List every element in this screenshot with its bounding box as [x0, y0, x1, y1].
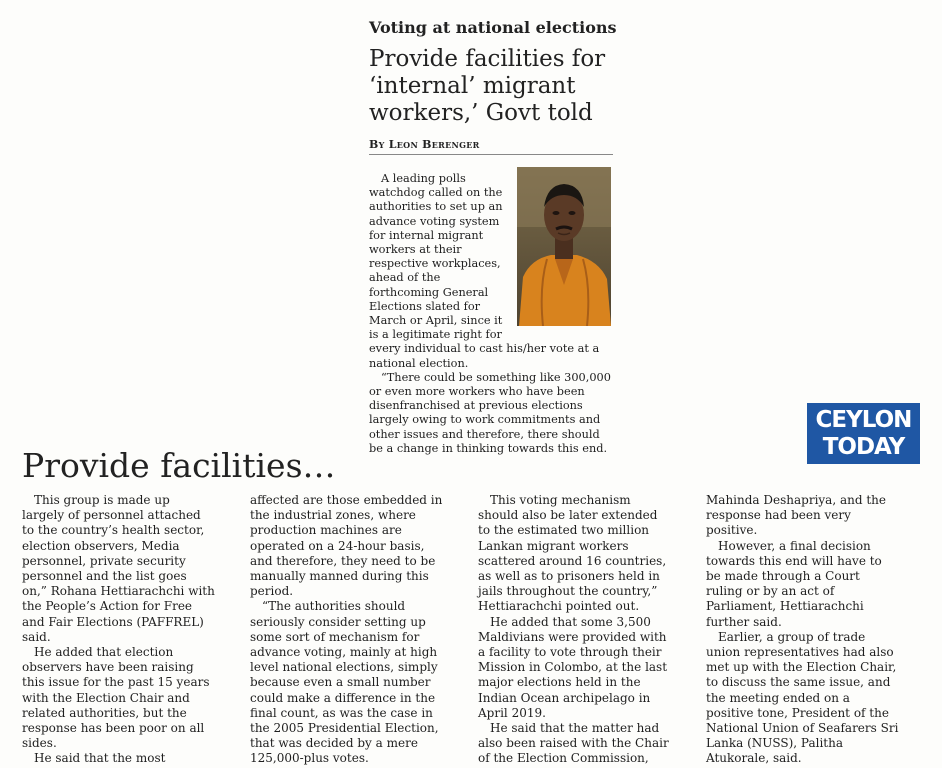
body-column-1	[22, 493, 215, 767]
logo-line-1: CEYLON	[815, 407, 912, 433]
article-byline	[369, 138, 613, 155]
article-headline: Provide facilities for ‘internal’ migrant workers,’ Govt told	[369, 46, 606, 126]
intro-paragraph-1: A leading polls watchdog called on the authorities to set up an advance voting system for internal migrant workers at their respective workplaces, ahead of the forthcoming General Elections slated for March or April, since it is a legitimate right for	[369, 172, 503, 342]
intro-lead	[369, 172, 615, 456]
logo-line-2: TODAY	[822, 434, 905, 460]
body-column-4	[706, 493, 899, 767]
body-paragraph: He said that the matter had also been raised with the Chair of the Election Commission,	[478, 721, 669, 766]
jump-headline: Provide facilities…	[22, 446, 336, 485]
body-paragraph: However, a final decision towards this end will have to be made through a Court ruling or by an act of Parliament, Hettiarachchi further said.	[706, 538, 882, 629]
body-paragraph: Earlier, a group of trade union representatives had also met up with the Election Chair, to discuss the same issue, and the meeting ended on a positive tone, President of the National Union of Seafarers Sri Lanka (NUSS), Palitha Atukorale, said.	[706, 629, 899, 766]
body-paragraph: “The authorities should seriously consider setting up some sort of mechanism for advance voting, mainly at high level national elections, simply because even a small number could make a difference in the final count, as was the case in the 2005 Presidential Election, that was decided by a mere 125,000-plus votes.	[250, 599, 439, 766]
body-paragraph: He added that election observers have been raising this issue for the past 15 years with the Election Chair and related authorities, but the response has been poor on all sides.	[22, 645, 210, 751]
body-paragraph: He added that some 3,500 Maldivians were provided with a facility to vote through their Mission in Colombo, at the last major elections held in the Indian Ocean archipelago in April 2019.	[478, 614, 668, 720]
article-kicker: Voting at national elections	[369, 18, 617, 37]
body-column-2	[250, 493, 443, 767]
intro-paragraph-2: “There could be something like 300,000 or even more workers who have been disenfranchised at previous elections largely owing to work commitments and other issues and therefore, there should be a change in thinking towards this end.	[369, 370, 611, 455]
article-intro	[369, 172, 615, 456]
body-paragraph: affected are those embedded in the industrial zones, where production machines are operated on a 24-hour basis, and therefore, they need to be manually manned during this period.	[250, 493, 443, 599]
byline-text: By Leon Berenger	[369, 138, 480, 151]
article-body-columns	[22, 493, 922, 768]
body-column-3	[478, 493, 671, 767]
ceylon-today-logo	[807, 403, 920, 464]
intro-paragraph-1-end: every individual to cast his/her vote at a national election.	[369, 342, 600, 370]
body-paragraph: This voting mechanism should also be later extended to the estimated two million Lankan migrant workers scattered around 16 countries, as well as to prisoners held in jails throughout the country,” Hettiarachchi pointed out.	[478, 493, 667, 614]
body-paragraph: Mahinda Deshapriya, and the response had been very positive.	[706, 493, 886, 538]
body-paragraph: He said that the most	[34, 751, 166, 766]
body-paragraph: This group is made up largely of personnel attached to the country’s health sector, election observers, Media personnel, private security personnel and the list goes on,” Rohana Hettiarachchi with the People’s Action for Free and Fair Elections (PAFFREL) said.	[22, 493, 215, 644]
